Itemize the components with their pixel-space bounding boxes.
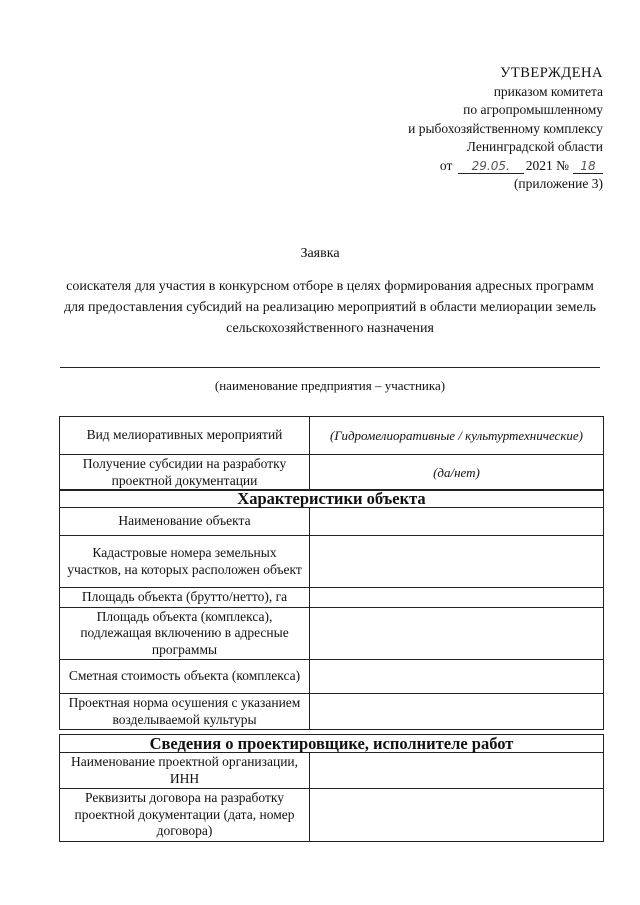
number-label: № (556, 157, 569, 173)
row-value[interactable] (310, 536, 604, 588)
enterprise-name-field[interactable] (60, 367, 600, 368)
general-table (59, 416, 604, 491)
approval-line: Ленинградской области (466, 139, 603, 154)
row-value[interactable] (310, 660, 604, 694)
enterprise-caption: (наименование предприятия – участника) (214, 378, 446, 393)
row-label: Получение субсидии на разработку проектной документации (60, 455, 310, 491)
row-value[interactable]: (Гидромелиоративные / культуртехнические) (310, 417, 604, 455)
designer-table (59, 734, 604, 842)
approval-date-line (408, 157, 603, 176)
from-label: от (439, 157, 453, 173)
section-heading-object: Характеристики объекта (60, 490, 604, 508)
row-label: Реквизиты договора на разработку проектной документации (дата, номер договора) (60, 789, 310, 842)
approval-line: приказом комитета (493, 83, 603, 99)
row-value[interactable]: (да/нет) (310, 455, 604, 491)
approval-year: 2021 (525, 157, 553, 173)
row-label: Кадастровые номера земельных участков, на которых расположен объект (60, 536, 310, 588)
object-table (59, 489, 604, 730)
approval-title: УТВЕРЖДЕНА (500, 65, 603, 81)
handwritten-date: 29.05. (458, 159, 524, 174)
document-subtitle: соискателя для участия в конкурсном отборе в целях формирования адресных программ для предоставления субсидий на реализацию мероприятий в области мелиорации земель сельскохозяйственного назначения (63, 279, 597, 336)
table-row (60, 588, 604, 608)
table-row (60, 607, 604, 660)
table-row (60, 789, 604, 842)
row-value[interactable] (310, 753, 604, 789)
appendix-note: (приложение 3) (513, 176, 603, 191)
row-label: Площадь объекта (комплекса), подлежащая включению в адресные программы (60, 607, 310, 660)
approval-line: и рыбохозяйственному комплексу (408, 120, 603, 136)
table-row (60, 455, 604, 491)
row-label: Наименование проектной организации, ИНН (60, 753, 310, 789)
table-row (60, 660, 604, 694)
approval-block (408, 64, 603, 194)
document-title: Заявка (300, 246, 340, 261)
table-row (60, 417, 604, 455)
row-value[interactable] (310, 607, 604, 660)
row-label: Вид мелиоративных мероприятий (60, 417, 310, 455)
section-heading-row (60, 735, 604, 753)
table-row (60, 753, 604, 789)
row-label: Площадь объекта (брутто/нетто), га (60, 588, 310, 608)
row-value[interactable] (310, 588, 604, 608)
section-heading-designer: Сведения о проектировщике, исполнителе работ (60, 735, 604, 753)
approval-line: по агропромышленному (463, 102, 603, 117)
row-value[interactable] (310, 694, 604, 730)
handwritten-number: 18 (573, 159, 603, 174)
row-value[interactable] (310, 789, 604, 842)
table-row (60, 694, 604, 730)
table-row (60, 536, 604, 588)
row-label: Сметная стоимость объекта (комплекса) (60, 660, 310, 694)
row-label: Проектная норма осушения с указанием возделываемой культуры (60, 694, 310, 730)
row-label: Наименование объекта (60, 508, 310, 536)
section-heading-row (60, 490, 604, 508)
table-row (60, 508, 604, 536)
row-value[interactable] (310, 508, 604, 536)
